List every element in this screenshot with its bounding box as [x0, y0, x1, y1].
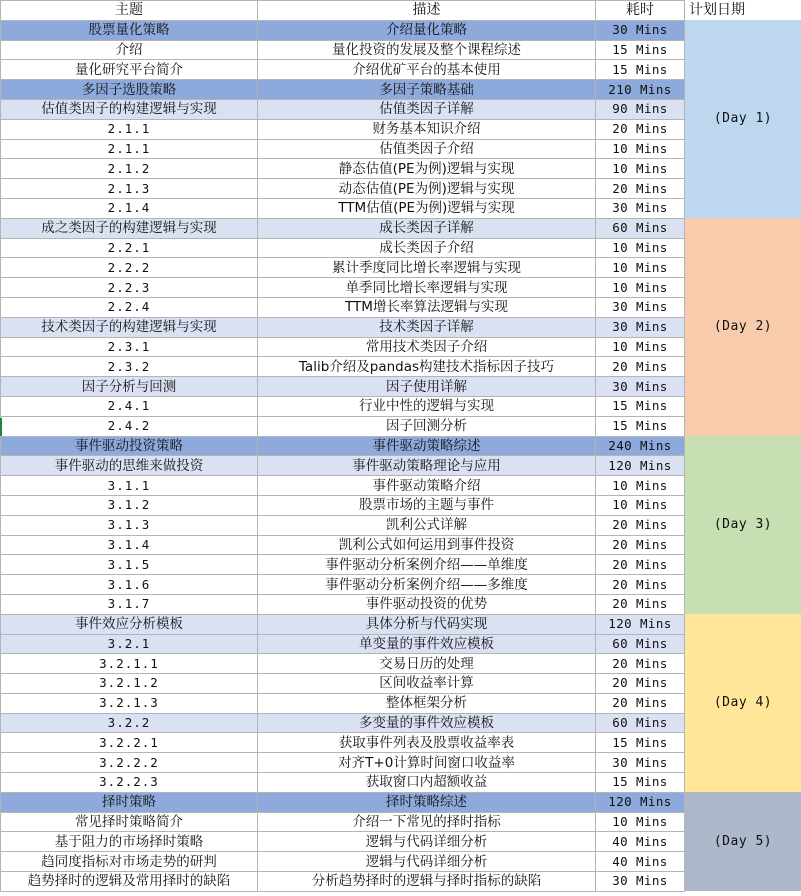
- cell-topic[interactable]: 3.2.1.1: [1, 654, 258, 674]
- table-row: [1, 812, 801, 832]
- cell-description[interactable]: 估值类因子介绍: [258, 139, 596, 159]
- cell-topic[interactable]: 2.1.1: [1, 139, 258, 159]
- cell-duration[interactable]: 90 Mins: [596, 99, 685, 119]
- table-row: [1, 396, 801, 416]
- cell-description[interactable]: 技术类因子详解: [258, 317, 596, 337]
- cell-description[interactable]: 因子回测分析: [258, 416, 596, 436]
- table-row: [1, 416, 801, 436]
- cell-description[interactable]: 事件驱动策略综述: [258, 436, 596, 456]
- cell-duration[interactable]: 20 Mins: [596, 515, 685, 535]
- cell-duration[interactable]: 20 Mins: [596, 693, 685, 713]
- cell-description[interactable]: 事件驱动策略介绍: [258, 476, 596, 496]
- cell-description[interactable]: 财务基本知识介绍: [258, 119, 596, 139]
- cell-description[interactable]: 凯利公式详解: [258, 515, 596, 535]
- cell-duration[interactable]: 30 Mins: [596, 753, 685, 773]
- table-row: [1, 495, 801, 515]
- table-row: [1, 297, 801, 317]
- cell-topic[interactable]: 2.1.1: [1, 119, 258, 139]
- table-row: [1, 357, 801, 377]
- cell-description[interactable]: 事件驱动分析案例介绍——单维度: [258, 555, 596, 575]
- cell-description[interactable]: Talib介绍及pandas构建技术指标因子技巧: [258, 357, 596, 377]
- cell-description[interactable]: 介绍优矿平台的基本使用: [258, 60, 596, 80]
- cell-topic[interactable]: 2.1.3: [1, 179, 258, 199]
- cell-description[interactable]: 具体分析与代码实现: [258, 614, 596, 634]
- table-row: [1, 753, 801, 773]
- table-row: [1, 693, 801, 713]
- table-row: [1, 594, 801, 614]
- cell-description[interactable]: 事件驱动策略理论与应用: [258, 456, 596, 476]
- cell-duration[interactable]: 10 Mins: [596, 337, 685, 357]
- cell-duration[interactable]: 40 Mins: [596, 832, 685, 852]
- cell-description[interactable]: TTM估值(PE为例)逻辑与实现: [258, 198, 596, 218]
- table-row: [1, 179, 801, 199]
- cell-description[interactable]: 逻辑与代码详细分析: [258, 852, 596, 872]
- cell-description[interactable]: 单变量的事件效应模板: [258, 634, 596, 654]
- header-duration[interactable]: 耗时: [596, 1, 685, 21]
- plan-day-cell[interactable]: (Day 4): [685, 614, 801, 792]
- cell-duration[interactable]: 30 Mins: [596, 198, 685, 218]
- cell-duration[interactable]: 30 Mins: [596, 317, 685, 337]
- cell-duration[interactable]: 10 Mins: [596, 159, 685, 179]
- cell-topic[interactable]: 3.1.7: [1, 594, 258, 614]
- table-row: [1, 80, 801, 100]
- cell-description[interactable]: 行业中性的逻辑与实现: [258, 396, 596, 416]
- table-row: [1, 456, 801, 476]
- cell-topic[interactable]: 择时策略: [1, 792, 258, 812]
- cell-description[interactable]: 事件驱动分析案例介绍——多维度: [258, 575, 596, 595]
- cell-topic[interactable]: 2.2.1: [1, 238, 258, 258]
- cell-description[interactable]: 量化投资的发展及整个课程综述: [258, 40, 596, 60]
- table-row: [1, 872, 801, 892]
- table-row: [1, 634, 801, 654]
- cell-duration[interactable]: 10 Mins: [596, 139, 685, 159]
- cell-duration[interactable]: 10 Mins: [596, 812, 685, 832]
- cell-topic[interactable]: 趋势择时的逻辑及常用择时的缺陷: [1, 872, 258, 892]
- cell-duration[interactable]: 15 Mins: [596, 60, 685, 80]
- cell-topic[interactable]: 3.2.1: [1, 634, 258, 654]
- cell-duration[interactable]: 210 Mins: [596, 80, 685, 100]
- table-row: [1, 614, 801, 634]
- cell-duration[interactable]: 60 Mins: [596, 713, 685, 733]
- cell-topic[interactable]: 3.2.1.2: [1, 674, 258, 694]
- cell-description[interactable]: TTM增长率算法逻辑与实现: [258, 297, 596, 317]
- cell-topic[interactable]: 估值类因子的构建逻辑与实现: [1, 99, 258, 119]
- cell-topic[interactable]: 2.2.2: [1, 258, 258, 278]
- cell-topic[interactable]: 3.1.3: [1, 515, 258, 535]
- table-row: [1, 654, 801, 674]
- cell-description[interactable]: 区间收益率计算: [258, 674, 596, 694]
- cell-duration[interactable]: 10 Mins: [596, 238, 685, 258]
- table-row: [1, 733, 801, 753]
- cell-duration[interactable]: 10 Mins: [596, 495, 685, 515]
- row-selection-marker: [0, 418, 2, 436]
- cell-description[interactable]: 累计季度同比增长率逻辑与实现: [258, 258, 596, 278]
- cell-topic[interactable]: 事件驱动的思维来做投资: [1, 456, 258, 476]
- cell-topic[interactable]: 2.1.2: [1, 159, 258, 179]
- header-row: [1, 1, 801, 21]
- cell-duration[interactable]: 20 Mins: [596, 179, 685, 199]
- cell-description[interactable]: 事件驱动投资的优势: [258, 594, 596, 614]
- cell-topic[interactable]: 成之类因子的构建逻辑与实现: [1, 218, 258, 238]
- cell-duration[interactable]: 60 Mins: [596, 218, 685, 238]
- cell-duration[interactable]: 30 Mins: [596, 872, 685, 892]
- cell-description[interactable]: 静态估值(PE为例)逻辑与实现: [258, 159, 596, 179]
- cell-description[interactable]: 逻辑与代码详细分析: [258, 832, 596, 852]
- cell-description[interactable]: 凯利公式如何运用到事件投资: [258, 535, 596, 555]
- plan-day-cell[interactable]: (Day 3): [685, 436, 801, 614]
- cell-description[interactable]: 多因子策略基础: [258, 80, 596, 100]
- table-row: [1, 515, 801, 535]
- table-row: [1, 535, 801, 555]
- table-row: [1, 773, 801, 793]
- table-row: [1, 852, 801, 872]
- cell-description[interactable]: 常用技术类因子介绍: [258, 337, 596, 357]
- cell-description[interactable]: 交易日历的处理: [258, 654, 596, 674]
- cell-description[interactable]: 多变量的事件效应模板: [258, 713, 596, 733]
- cell-duration[interactable]: 20 Mins: [596, 555, 685, 575]
- cell-duration[interactable]: 60 Mins: [596, 634, 685, 654]
- table-row: [1, 713, 801, 733]
- cell-topic[interactable]: 趋同度指标对市场走势的研判: [1, 852, 258, 872]
- cell-description[interactable]: 因子使用详解: [258, 377, 596, 397]
- cell-description[interactable]: 介绍量化策略: [258, 20, 596, 40]
- cell-description[interactable]: 动态估值(PE为例)逻辑与实现: [258, 179, 596, 199]
- cell-description[interactable]: 整体框架分析: [258, 693, 596, 713]
- cell-description[interactable]: 获取窗口内超额收益: [258, 773, 596, 793]
- cell-description[interactable]: 成长类因子介绍: [258, 238, 596, 258]
- cell-topic[interactable]: 多因子选股策略: [1, 80, 258, 100]
- cell-topic[interactable]: 3.2.2.2: [1, 753, 258, 773]
- table-row: [1, 337, 801, 357]
- cell-topic[interactable]: 3.2.2.1: [1, 733, 258, 753]
- cell-description[interactable]: 介绍一下常见的择时指标: [258, 812, 596, 832]
- cell-duration[interactable]: 20 Mins: [596, 654, 685, 674]
- cell-topic[interactable]: 3.2.2.3: [1, 773, 258, 793]
- cell-duration[interactable]: 20 Mins: [596, 535, 685, 555]
- plan-day-cell[interactable]: (Day 5): [685, 792, 801, 891]
- cell-topic[interactable]: 常见择时策略简介: [1, 812, 258, 832]
- cell-duration[interactable]: 15 Mins: [596, 396, 685, 416]
- cell-topic[interactable]: 因子分析与回测: [1, 377, 258, 397]
- table-row: [1, 40, 801, 60]
- cell-topic[interactable]: 介绍: [1, 40, 258, 60]
- cell-duration[interactable]: 10 Mins: [596, 258, 685, 278]
- cell-duration[interactable]: 15 Mins: [596, 773, 685, 793]
- cell-duration[interactable]: 20 Mins: [596, 357, 685, 377]
- cell-topic[interactable]: 2.2.4: [1, 297, 258, 317]
- cell-description[interactable]: 择时策略综述: [258, 792, 596, 812]
- header-description[interactable]: 描述: [258, 1, 596, 21]
- table-row: [1, 159, 801, 179]
- cell-topic[interactable]: 量化研究平台简介: [1, 60, 258, 80]
- table-row: [1, 119, 801, 139]
- cell-duration[interactable]: 15 Mins: [596, 40, 685, 60]
- cell-description[interactable]: 对齐T+0计算时间窗口收益率: [258, 753, 596, 773]
- table-row: [1, 555, 801, 575]
- table-row: [1, 278, 801, 298]
- table-row: [1, 198, 801, 218]
- plan-day-cell[interactable]: (Day 2): [685, 218, 801, 436]
- header-topic[interactable]: 主题: [1, 1, 258, 21]
- cell-description[interactable]: 股票市场的主题与事件: [258, 495, 596, 515]
- cell-topic[interactable]: 2.4.1: [1, 396, 258, 416]
- table-row: [1, 792, 801, 812]
- cell-topic[interactable]: 2.1.4: [1, 198, 258, 218]
- cell-topic[interactable]: 股票量化策略: [1, 20, 258, 40]
- cell-description[interactable]: 获取事件列表及股票收益率表: [258, 733, 596, 753]
- table-row: [1, 674, 801, 694]
- cell-duration[interactable]: 120 Mins: [596, 614, 685, 634]
- header-plan-date[interactable]: 计划日期: [685, 1, 801, 21]
- cell-duration[interactable]: 20 Mins: [596, 119, 685, 139]
- cell-duration[interactable]: 40 Mins: [596, 852, 685, 872]
- cell-description[interactable]: 成长类因子详解: [258, 218, 596, 238]
- cell-topic[interactable]: 3.1.1: [1, 476, 258, 496]
- cell-description[interactable]: 估值类因子详解: [258, 99, 596, 119]
- cell-duration[interactable]: 10 Mins: [596, 476, 685, 496]
- table-row: [1, 139, 801, 159]
- cell-topic[interactable]: 3.1.2: [1, 495, 258, 515]
- cell-duration[interactable]: 10 Mins: [596, 278, 685, 298]
- cell-topic[interactable]: 2.3.2: [1, 357, 258, 377]
- table-row: [1, 575, 801, 595]
- table-row: [1, 476, 801, 496]
- table-row: [1, 20, 801, 40]
- cell-topic[interactable]: 技术类因子的构建逻辑与实现: [1, 317, 258, 337]
- cell-topic[interactable]: 事件效应分析模板: [1, 614, 258, 634]
- table-row: [1, 218, 801, 238]
- table-row: [1, 436, 801, 456]
- cell-topic[interactable]: 事件驱动投资策略: [1, 436, 258, 456]
- cell-topic[interactable]: 基于阻力的市场择时策略: [1, 832, 258, 852]
- table-row: [1, 238, 801, 258]
- cell-topic[interactable]: 2.3.1: [1, 337, 258, 357]
- cell-topic[interactable]: 2.4.2: [1, 416, 258, 436]
- plan-day-cell[interactable]: (Day 1): [685, 20, 801, 218]
- cell-duration[interactable]: 20 Mins: [596, 674, 685, 694]
- table-row: [1, 60, 801, 80]
- cell-duration[interactable]: 30 Mins: [596, 297, 685, 317]
- cell-topic[interactable]: 3.2.2: [1, 713, 258, 733]
- cell-duration[interactable]: 120 Mins: [596, 456, 685, 476]
- table-row: [1, 258, 801, 278]
- table-row: [1, 832, 801, 852]
- cell-duration[interactable]: 30 Mins: [596, 377, 685, 397]
- cell-duration[interactable]: 30 Mins: [596, 20, 685, 40]
- cell-duration[interactable]: 120 Mins: [596, 792, 685, 812]
- cell-topic[interactable]: 3.1.5: [1, 555, 258, 575]
- cell-description[interactable]: 单季同比增长率逻辑与实现: [258, 278, 596, 298]
- cell-topic[interactable]: 2.2.3: [1, 278, 258, 298]
- cell-duration[interactable]: 20 Mins: [596, 594, 685, 614]
- cell-duration[interactable]: 15 Mins: [596, 416, 685, 436]
- cell-duration[interactable]: 240 Mins: [596, 436, 685, 456]
- cell-duration[interactable]: 20 Mins: [596, 575, 685, 595]
- table-row: [1, 317, 801, 337]
- cell-description[interactable]: 分析趋势择时的逻辑与择时指标的缺陷: [258, 872, 596, 892]
- cell-topic[interactable]: 3.1.6: [1, 575, 258, 595]
- table-row: [1, 377, 801, 397]
- cell-duration[interactable]: 15 Mins: [596, 733, 685, 753]
- cell-topic[interactable]: 3.1.4: [1, 535, 258, 555]
- table-row: [1, 99, 801, 119]
- cell-topic[interactable]: 3.2.1.3: [1, 693, 258, 713]
